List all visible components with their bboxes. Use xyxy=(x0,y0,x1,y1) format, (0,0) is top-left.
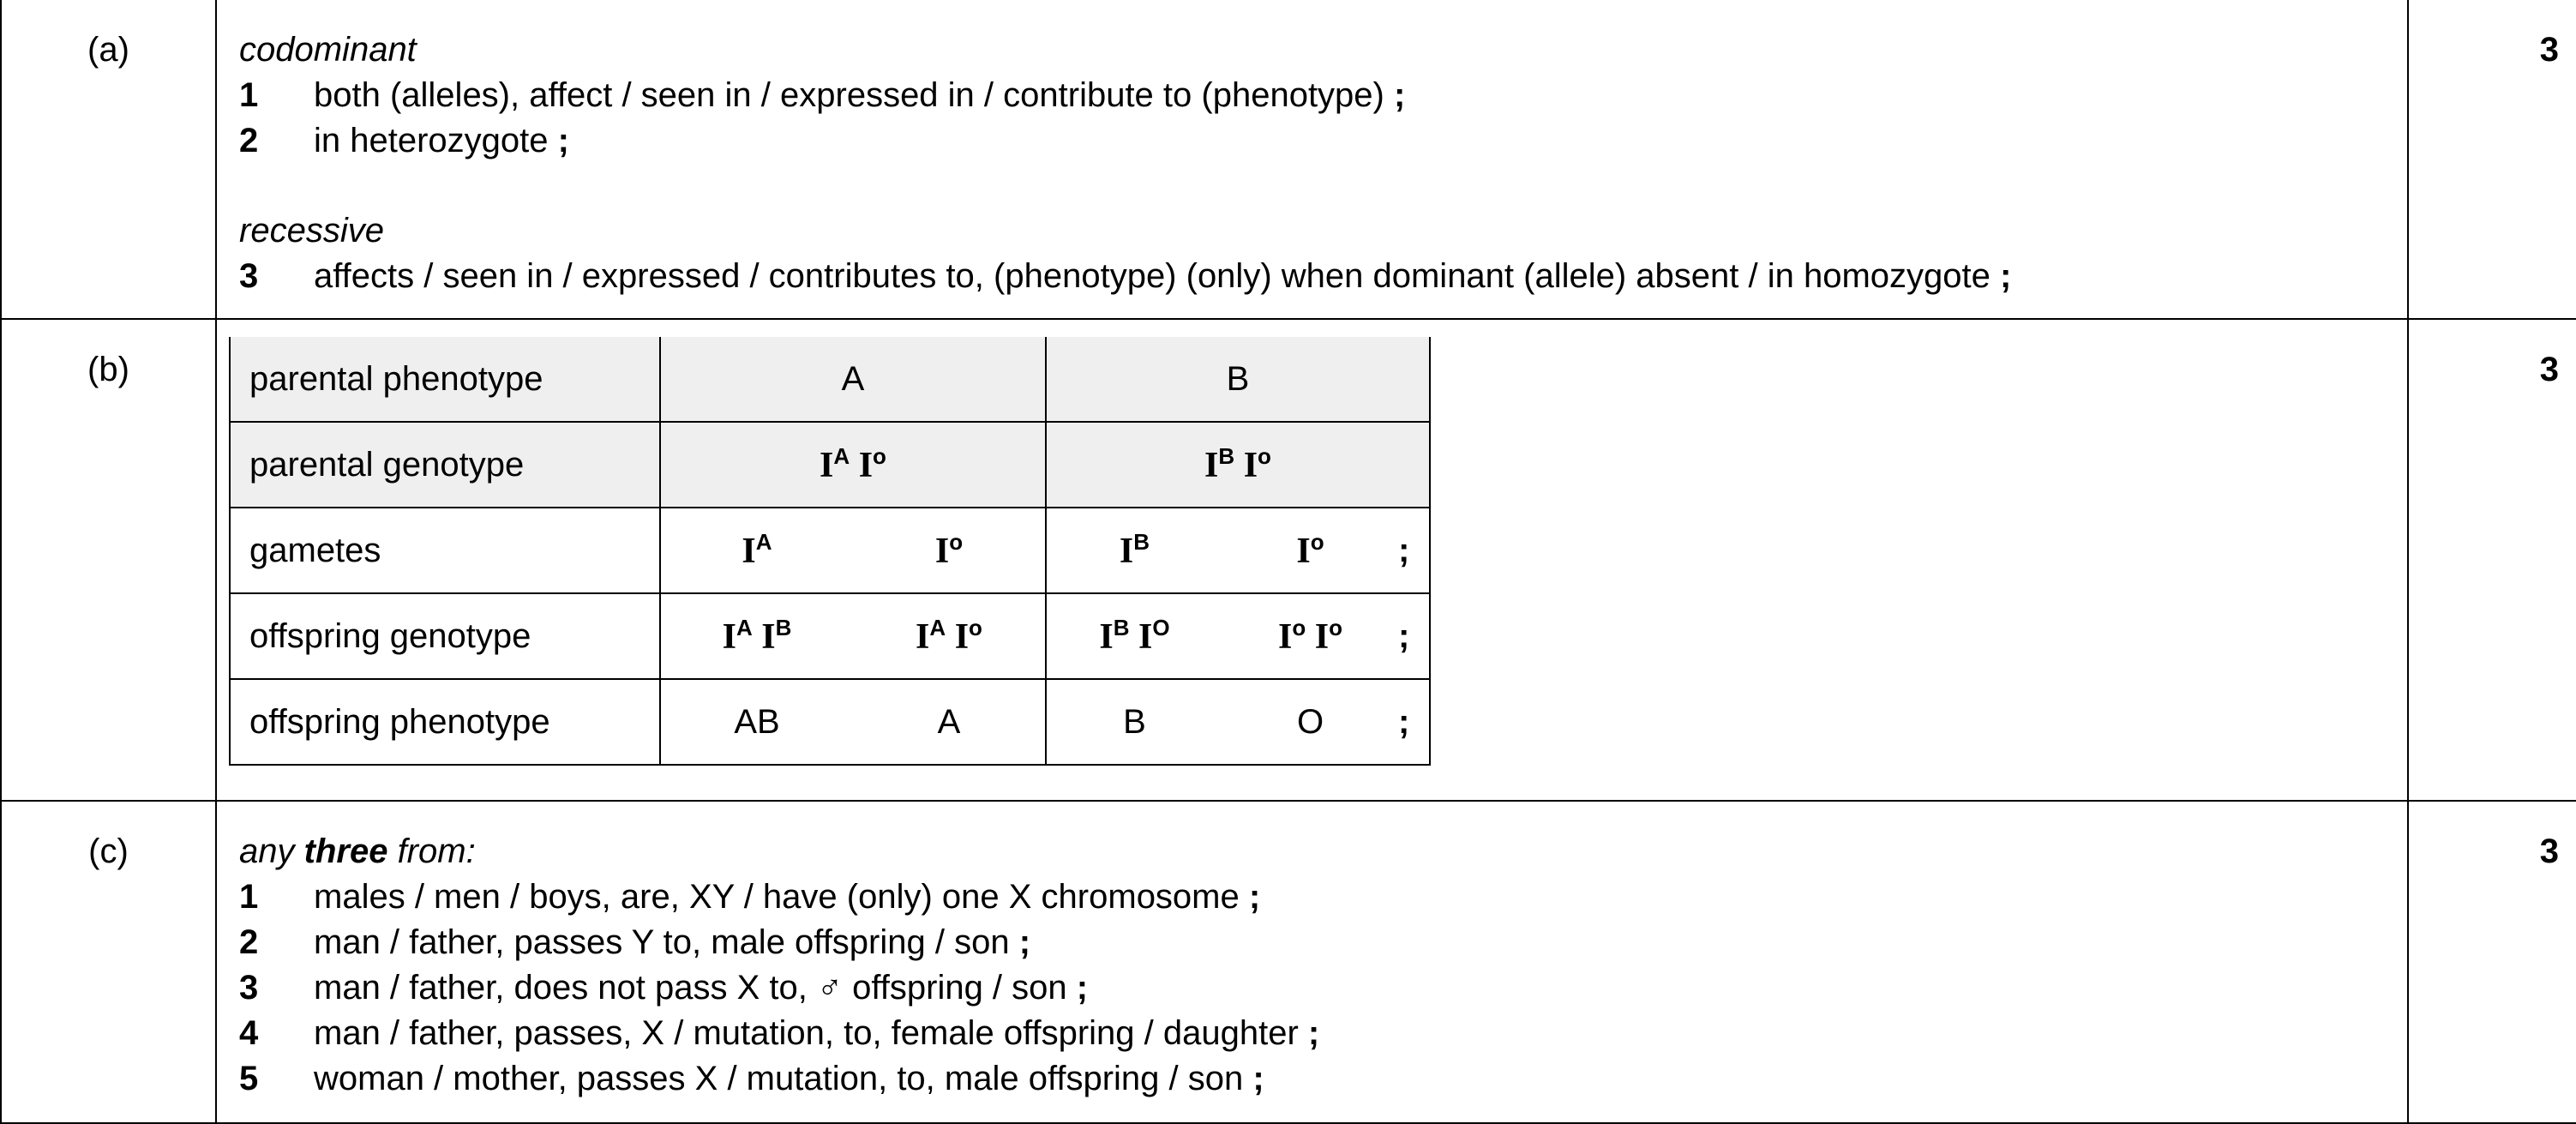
part-cell xyxy=(1,801,216,1123)
point-3: 3 affects / seen in / expressed / contributes to, (phenotype) (only) when dominant (allele) absent / in homozygote ; xyxy=(239,257,2012,295)
offspring-genotype: $I^B$ $I^O$ xyxy=(1099,615,1170,657)
offspring-genotype: $I^A$ $I^o$ xyxy=(916,615,982,657)
parental-genotype-b: $I^B$ $I^o$ xyxy=(1046,422,1430,508)
point-5: 5 woman / mother, passes X / mutation, to, male offspring / son ; xyxy=(239,1060,1264,1097)
row-a xyxy=(1,0,2576,319)
gamete: $I^A$ xyxy=(742,529,772,571)
part-label: (a) xyxy=(87,31,129,69)
offspring-genotypes-b: $I^B$ $I^O$ $I^o$ $I^o$ ; xyxy=(1046,593,1430,679)
row-parental-phenotype xyxy=(230,337,1430,422)
label-offspring-genotype: offspring genotype xyxy=(230,593,660,679)
label-gametes: gametes xyxy=(230,508,660,593)
gamete: $I^B$ xyxy=(1119,529,1150,571)
marks-value: 3 xyxy=(2539,31,2559,69)
point-4: 4 man / father, passes, X / mutation, to, female offspring / daughter ; xyxy=(239,1014,1320,1052)
intro-line: any three from: xyxy=(239,832,476,870)
label-offspring-phenotype: offspring phenotype xyxy=(230,679,660,765)
point-1: 1 males / men / boys, are, XY / have (only) one X chromosome ; xyxy=(239,878,1261,916)
parental-genotype-a: $I^A$ $I^o$ xyxy=(660,422,1046,508)
label-parental-phenotype: parental phenotype xyxy=(230,337,660,422)
part-label: (b) xyxy=(87,351,129,388)
offspring-phenotype: B xyxy=(1123,702,1146,741)
point-2: 2 man / father, passes Y to, male offspring / son ; xyxy=(239,923,1031,961)
point-1: 1 both (alleles), affect / seen in / expressed in / contribute to (phenotype) ; xyxy=(239,76,1406,114)
marks-cell xyxy=(2408,319,2576,801)
marks-cell xyxy=(2408,0,2576,319)
point-3: 3 man / father, does not pass X to, ♂ offspring / son ; xyxy=(239,969,1089,1007)
row-c xyxy=(1,801,2576,1123)
offspring-phenotype: AB xyxy=(734,702,780,741)
part-label: (c) xyxy=(88,832,129,870)
gametes-b: $I^B$ $I^o$ ; xyxy=(1046,508,1430,593)
row-parental-genotype xyxy=(230,422,1430,508)
answer-cell xyxy=(216,319,2408,801)
gametes-a xyxy=(660,508,1046,593)
parental-phenotype-b: B xyxy=(1046,337,1430,422)
part-cell xyxy=(1,319,216,801)
parental-phenotype-a: A xyxy=(660,337,1046,422)
marks-value: 3 xyxy=(2539,832,2559,870)
point-2: 2 in heterozygote ; xyxy=(239,122,569,159)
offspring-phenotype: A xyxy=(937,702,961,741)
offspring-genotype: $I^A$ $I^B$ xyxy=(722,615,792,657)
answer-cell xyxy=(216,801,2408,1123)
genetic-cross-table xyxy=(229,337,1431,766)
marks-cell xyxy=(2408,801,2576,1123)
row-offspring-genotype xyxy=(230,593,1430,679)
offspring-phenotypes-b: B O ; xyxy=(1046,679,1430,765)
offspring-phenotype: O xyxy=(1296,702,1324,741)
row-gametes xyxy=(230,508,1430,593)
heading-codominant: codominant xyxy=(239,31,417,69)
gamete: $I^o$ xyxy=(1296,529,1324,571)
row-b xyxy=(1,319,2576,801)
answer-cell xyxy=(216,0,2408,319)
marks-value: 3 xyxy=(2539,351,2559,388)
gamete: $I^o$ xyxy=(934,529,964,571)
offspring-genotype: $I^o$ $I^o$ xyxy=(1278,615,1342,657)
label-parental-genotype: parental genotype xyxy=(230,422,660,508)
row-offspring-phenotype xyxy=(230,679,1430,765)
heading-recessive: recessive xyxy=(239,212,384,249)
offspring-genotypes-a xyxy=(660,593,1046,679)
offspring-phenotypes-a xyxy=(660,679,1046,765)
part-cell xyxy=(1,0,216,319)
